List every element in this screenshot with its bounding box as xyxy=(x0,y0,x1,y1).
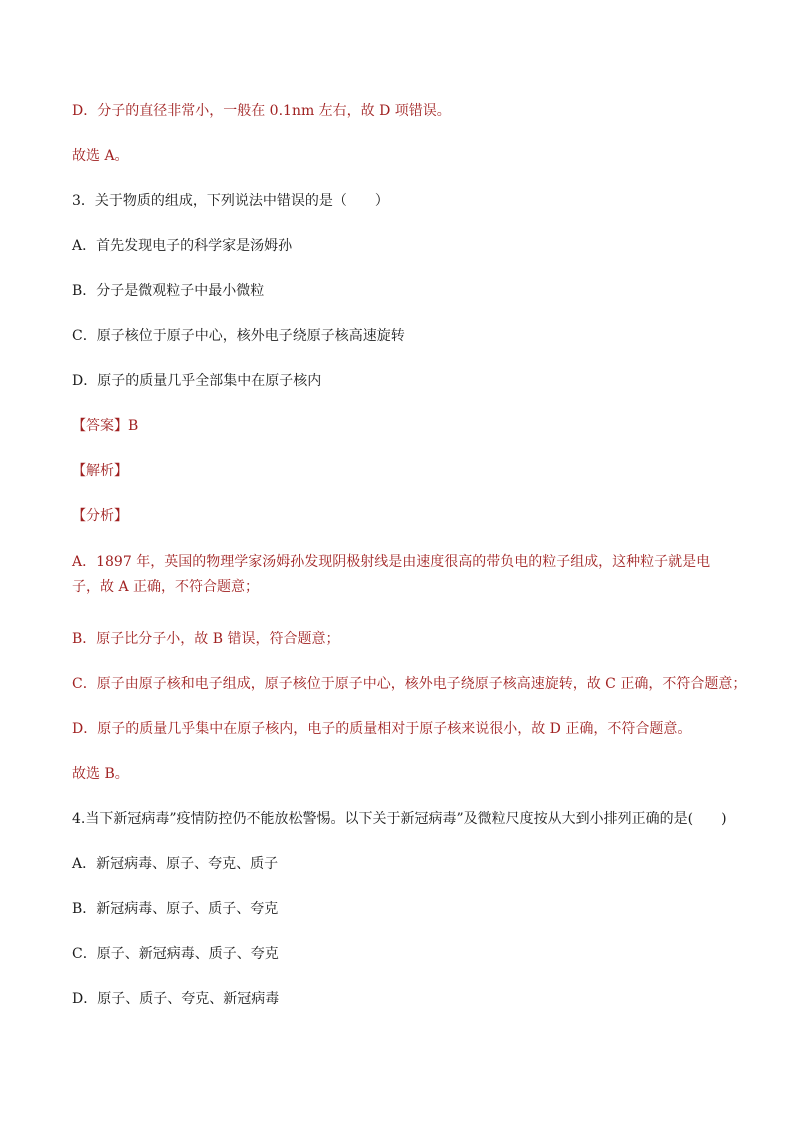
question-3-explanation-b: B．原子比分子小，故 B 错误，符合题意； xyxy=(72,631,340,647)
question-4-option-c: C．原子、新冠病毒、质子、夸克 xyxy=(72,946,279,962)
question-3-analysis-subheading: 【分析】 xyxy=(72,508,128,524)
question-4-stem: 4.当下新冠病毒”疫情防控仍不能放松警惕。以下关于新冠病毒”及微粒尺度按从大到小排列正确的是( ) xyxy=(72,811,727,827)
question-3-explanation-a: A．1897 年，英国的物理学家汤姆孙发现阴极射线是由速度很高的带负电的粒子组成，这种粒子就是电子，故 A 正确，不符合题意； xyxy=(72,554,711,595)
question-3-explanation-d: D．原子的质量几乎集中在原子核内，电子的质量相对于原子核来说很小，故 D 正确，不符合题意。 xyxy=(72,721,692,737)
prev-explanation-conclusion: 故选 A。 xyxy=(72,148,129,164)
question-3-analysis-heading: 【解析】 xyxy=(72,463,128,479)
question-3-option-a: A．首先发现电子的科学家是汤姆孙 xyxy=(72,238,293,254)
question-4-option-b: B．新冠病毒、原子、质子、夸克 xyxy=(72,901,279,917)
question-4-option-d: D．原子、质子、夸克、新冠病毒 xyxy=(72,991,280,1007)
question-3-option-d: D．原子的质量几乎全部集中在原子核内 xyxy=(72,373,322,389)
question-3-answer: 【答案】B xyxy=(72,418,139,434)
prev-explanation-option-d: D．分子的直径非常小，一般在 0.1nm 左右，故 D 项错误。 xyxy=(72,103,451,119)
question-3-option-c: C．原子核位于原子中心，核外电子绕原子核高速旋转 xyxy=(72,328,405,344)
question-3-explanation-c: C．原子由原子核和电子组成，原子核位于原子中心，核外电子绕原子核高速旋转，故 C 正确，不符合题意； xyxy=(72,676,747,692)
question-4-option-a: A．新冠病毒、原子、夸克、质子 xyxy=(72,856,279,872)
question-3-stem: 3．关于物质的组成，下列说法中错误的是（ ） xyxy=(72,193,389,209)
question-3-conclusion: 故选 B。 xyxy=(72,766,129,782)
question-3-option-b: B．分子是微观粒子中最小微粒 xyxy=(72,283,265,299)
